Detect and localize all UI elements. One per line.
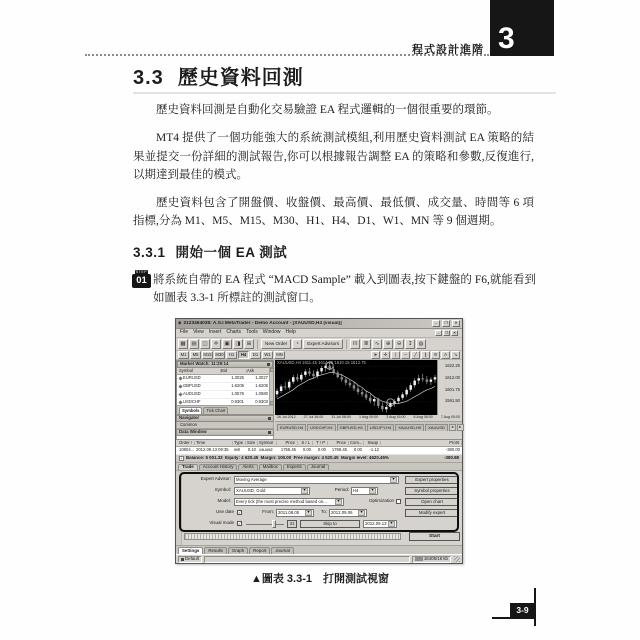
time-axis	[275, 415, 462, 422]
bid-value: 0.9301	[231, 399, 244, 405]
chart-tab[interactable]: USDJPY,H4	[367, 424, 395, 431]
order-cell: xauusd	[259, 448, 273, 453]
section-title	[133, 61, 304, 90]
price-axis-label: 1591.50	[444, 398, 460, 404]
orders-column-header[interactable]: Swap	[364, 441, 381, 446]
tab-scroll-right-icon[interactable]: ►	[457, 424, 464, 431]
chart-tab[interactable]: EURUSD,H4	[277, 424, 306, 431]
skip-to-button[interactable]: Skip to	[300, 520, 360, 528]
visual-mode-label: Visual mode	[209, 520, 234, 525]
resize-grip[interactable]	[454, 556, 460, 562]
from-date-value: 2011.08.05	[278, 509, 300, 515]
symbol-select[interactable]	[234, 487, 310, 495]
terminal-tab[interactable]: Alerts	[238, 464, 257, 470]
horizontal-line-icon[interactable]: ─	[401, 351, 410, 359]
tab-scroll-left-icon[interactable]: ◄	[449, 424, 456, 431]
chart-tabs	[275, 422, 462, 431]
expert-properties-button[interactable]: Expert properties	[405, 476, 459, 484]
symbol-icon	[178, 400, 182, 404]
orders-column-header[interactable]: S / L	[298, 441, 313, 446]
symbol-name: GBPUSD	[183, 383, 201, 389]
slider-thumb[interactable]	[272, 520, 276, 528]
bid-value: 1.0576	[231, 391, 244, 397]
line-chart-icon[interactable]: ∿	[372, 339, 382, 349]
symbol-icon	[178, 392, 182, 396]
orders-column-header[interactable]: T / P	[313, 441, 328, 446]
market-watch-row[interactable]	[177, 375, 273, 383]
orders-column-header[interactable]: Time	[195, 441, 233, 446]
footer-rule-horizontal	[492, 617, 536, 619]
orders-column-header[interactable]: Price	[277, 441, 298, 446]
chart-symbol-label: XAUUSD,H4 1611.45 1614.25 1610.15 1612.75	[277, 360, 366, 365]
dropdown-arrow-icon: ▼	[336, 499, 341, 504]
mdi-buttons	[435, 330, 458, 336]
order-cell: 1769.45	[331, 448, 347, 453]
profile-box[interactable]	[178, 556, 202, 563]
order-cell: -380.00	[445, 448, 460, 453]
navigator-panel	[176, 415, 274, 429]
ask-value: 1.6206	[255, 383, 268, 389]
period-value: H4	[353, 487, 359, 493]
panel-menu-icon[interactable]	[268, 417, 271, 420]
paragraph: MT4 提供了一個功能強大的系統測試模組,利用歷史資料測試 EA 策略的結果並提交一份詳細的測試報告,你可以根據報告調整 EA 的策略和參數,反復進行,以期達到最佳的模式。	[133, 132, 534, 181]
model-select[interactable]	[234, 498, 344, 506]
indicators-icon[interactable]: ↧	[405, 339, 415, 349]
section-underline	[133, 92, 556, 94]
chapter-label: 程式設計進階	[412, 44, 484, 56]
order-cell: 1755.45	[280, 448, 296, 453]
subsection-title-text: 開始一個 EA 測試	[175, 245, 288, 260]
speed-value-button[interactable]: 31	[287, 520, 297, 528]
section-title-text: 歷史資料回測	[177, 67, 304, 89]
traffic-text: 16405/16 kb	[423, 555, 448, 561]
market-watch-icon[interactable]: ◫	[200, 339, 210, 349]
toolbar-separator	[346, 340, 347, 349]
toolbar-periods	[176, 351, 462, 360]
symbol-icon	[178, 376, 182, 380]
terminal-tab[interactable]: Account History	[199, 464, 238, 470]
window-button[interactable]: ❐	[442, 320, 450, 327]
toolbar-separator	[257, 340, 258, 349]
menu-bar	[176, 329, 462, 338]
time-axis-label: 27 Jul 16:00	[303, 415, 324, 420]
symbol-label: Symbol:	[214, 487, 231, 492]
arrows-tool-icon[interactable]: ↘	[451, 351, 460, 359]
tester-progress-bar	[184, 533, 401, 540]
dropdown-arrow-icon: ▼	[359, 510, 364, 515]
chart-tab[interactable]: XAUUSD,H0	[395, 424, 424, 431]
panel-menu-icon[interactable]	[268, 431, 271, 434]
period-select[interactable]	[351, 487, 378, 495]
tester-tab[interactable]: Settings	[178, 547, 203, 554]
orders-column-header[interactable]: Type	[233, 441, 246, 446]
window-button[interactable]: ✕	[452, 320, 460, 327]
dropdown-arrow-icon: ▼	[302, 488, 307, 493]
mt4-window	[175, 318, 463, 564]
subsection-title	[133, 241, 287, 261]
menu-item[interactable]: Window	[262, 329, 281, 336]
market-watch-tab[interactable]: Tick Chart	[203, 407, 228, 414]
alert-icon[interactable]: ◔	[292, 339, 302, 349]
balance-profit: -380.88	[444, 455, 459, 461]
step-badge-caption: STEP	[135, 270, 148, 274]
model-label: Model:	[217, 498, 231, 503]
expert-advisor-select[interactable]	[234, 476, 399, 484]
tester-tab[interactable]: Graph	[228, 547, 248, 554]
step-badge	[132, 270, 151, 289]
bar-chart-icon[interactable]: 𝍖	[350, 339, 360, 349]
figure-caption: ▲圖表 3.3-1 打開測試視窗	[250, 573, 389, 585]
header-rule	[85, 54, 489, 56]
connection-status-icon	[415, 557, 423, 561]
use-date-label: Use date	[215, 509, 234, 514]
period-label: Period:	[334, 487, 349, 492]
zoom-out-icon[interactable]: ⊖	[394, 339, 404, 349]
toolbar-main	[176, 338, 462, 351]
column-header: Ask	[247, 369, 271, 374]
tester-tab[interactable]: Results	[204, 547, 227, 554]
symbol-value: XAUUSD, Gold	[236, 487, 266, 493]
to-date-value: 2012.09.06	[331, 509, 353, 515]
paragraph: 歷史資料回測是自動化交易驗證 EA 程式邏輯的一個很重要的環節。	[156, 104, 499, 116]
market-watch-columns	[177, 368, 273, 375]
menu-item[interactable]: Tools	[246, 329, 258, 336]
ask-value: 1.0580	[255, 391, 268, 397]
visual-speed-slider[interactable]	[246, 520, 284, 528]
time-axis-label: 7 Aug 00:00	[440, 415, 460, 420]
skip-date-value: 2012.09.13	[365, 520, 387, 526]
price-axis-label: 1601.75	[444, 386, 460, 392]
expander-icon[interactable]: +	[180, 457, 183, 461]
market-watch-title: Market Watch: 11:29:14	[180, 361, 229, 367]
data-window-header[interactable]	[176, 429, 274, 436]
timeframe-button[interactable]: MN	[274, 351, 285, 359]
chapter-number: 3	[498, 22, 515, 55]
order-cell: 10804...	[179, 448, 195, 453]
menu-item[interactable]: File	[180, 329, 189, 336]
chart-tab[interactable]: USDCHF,H4	[307, 424, 335, 431]
order-cell: 0.10	[247, 448, 256, 453]
navigator-header[interactable]	[176, 415, 274, 422]
timeframe-button[interactable]: M15	[202, 351, 213, 359]
order-cell: 2012.09.13 09:35	[196, 448, 229, 453]
chart-tab[interactable]: XAUUSD	[425, 424, 448, 431]
page-number: 3-9	[510, 603, 535, 617]
balance-text: Balance: 5 001.33 Equity: 4 620.45 Margin: 100.00 Free margin: 4 520.45 Margin level: 4620.45%	[186, 456, 389, 461]
step-text: 將系統自帶的 EA 程式 “MACD Sample” 載入到圖表,按下鍵盤的 F6,就能看到如圖表 3.3-1 所標註的測試窗口。	[153, 274, 536, 304]
time-axis-label: 31 Jul 08:00	[331, 415, 351, 420]
paragraph: 歷史資料包含了開盤價、收盤價、最高價、最低價、成交量、時間等 6 項指標,分為 M1、M5、M15、M30、H1、H4、D1、W1、MN 等 9 個週期。	[133, 197, 534, 228]
use-date-checkbox[interactable]: ✓	[238, 511, 242, 515]
terminal-icon[interactable]: ▣	[222, 339, 232, 349]
strategy-tester-panel	[176, 471, 462, 545]
price-chart[interactable]	[275, 360, 437, 415]
time-axis-label: 26 Jul 2012	[277, 415, 296, 420]
market-watch-row[interactable]	[177, 391, 273, 399]
orders-column-header[interactable]: Size	[246, 441, 258, 446]
order-cell: 0.00	[317, 448, 326, 453]
bid-value: 1.6205	[231, 383, 244, 389]
time-axis-label: 3 Aug 16:00	[386, 415, 406, 420]
orders-column-header[interactable]: Symbol	[258, 441, 277, 446]
vertical-line-icon[interactable]: ❘	[391, 351, 400, 359]
channel-icon[interactable]: ∥	[421, 351, 430, 359]
market-watch-row[interactable]	[177, 383, 273, 391]
timeframe-button[interactable]: M30	[214, 351, 225, 359]
balance-row	[176, 455, 462, 463]
profile-icon	[181, 558, 184, 561]
app-icon: ◆	[178, 320, 182, 326]
status-message-box	[204, 556, 410, 563]
symbol-name: USDCHF	[183, 399, 201, 405]
menu-item[interactable]: Help	[285, 329, 296, 336]
menu-item[interactable]: Insert	[208, 329, 222, 336]
mdi-window-button[interactable]: –	[435, 330, 442, 336]
symbol-name: AUDUSD	[183, 391, 201, 397]
price-axis-label: 1622.25	[444, 363, 460, 369]
new-chart-icon[interactable]: ▦	[178, 339, 188, 349]
data-window-title: Data Window	[179, 429, 207, 435]
cursor-icon[interactable]: ➤	[371, 351, 380, 359]
open-chart-button[interactable]: Open chart	[405, 498, 459, 506]
time-axis-label: 6 Aug 08:00	[413, 415, 433, 420]
tester-tab[interactable]: Journal	[271, 547, 293, 554]
expert-advisor-value: Moving Average	[236, 476, 267, 482]
model-value: Every tick (the most precise method based on...	[236, 498, 327, 504]
status-bar	[176, 554, 462, 563]
window-title: 2123464035: A.S.I MetaTrader - Demo Account - [XAUUSD,H4 (visual)]	[183, 320, 342, 326]
market-watch-tab[interactable]: Symbols	[179, 407, 202, 414]
expert-advisors-button[interactable]: Expert Advisors	[303, 339, 343, 349]
terminal-tab[interactable]: Journal	[307, 464, 329, 470]
connection-box	[412, 556, 451, 563]
terminal-tab[interactable]: Experts	[283, 464, 306, 470]
order-cell: 0.00	[302, 448, 311, 453]
start-button[interactable]: Start	[409, 532, 460, 541]
ask-value: 0.9303	[255, 399, 268, 405]
timeframe-button[interactable]: M1	[178, 351, 189, 359]
profile-name: Default	[185, 555, 199, 561]
price-axis	[437, 360, 462, 415]
profiles-icon[interactable]: ▤	[189, 339, 199, 349]
chapter-tab	[490, 0, 554, 56]
order-cell: sell	[234, 448, 241, 453]
navigator-tab[interactable]: Common	[176, 422, 274, 429]
market-watch-header[interactable]	[177, 361, 273, 368]
orders-column-header[interactable]: Price	[328, 441, 349, 446]
new-order-button[interactable]: New Order	[261, 339, 291, 349]
order-row[interactable]	[176, 447, 462, 455]
from-date-select[interactable]	[276, 509, 314, 517]
price-chart-svg	[275, 360, 437, 415]
tester-side-strip	[176, 471, 182, 545]
timeframe-button[interactable]: D1	[250, 351, 261, 359]
skip-date-select[interactable]	[363, 520, 397, 528]
strategy-tester-icon[interactable]: ◨	[233, 339, 243, 349]
menu-item[interactable]: Charts	[226, 329, 242, 336]
zoom-in-icon[interactable]: ⊕	[383, 339, 393, 349]
timeframe-button[interactable]: H1	[226, 351, 237, 359]
market-watch-tabs	[177, 405, 273, 414]
terminal-tab[interactable]: Trade	[178, 464, 198, 470]
text-tool-icon[interactable]: A	[441, 351, 450, 359]
trendline-icon[interactable]: ╱	[411, 351, 420, 359]
order-cell: 0.00	[353, 448, 362, 453]
optimization-checkbox[interactable]	[396, 499, 401, 504]
menu-item[interactable]: View	[193, 329, 204, 336]
mdi-window-button[interactable]: ✕	[452, 329, 457, 335]
section-number: 3.3	[133, 67, 164, 89]
step-badge-number: 01	[132, 274, 151, 288]
crosshair-icon[interactable]: ✛	[381, 351, 390, 359]
orders-table-header	[176, 439, 462, 447]
print-icon[interactable]: ⊞	[244, 339, 254, 349]
dropdown-arrow-icon: ▼	[306, 510, 311, 515]
symbol-properties-button[interactable]: Symbol properties	[405, 487, 459, 495]
mdi-window-button[interactable]: ❐	[444, 329, 449, 335]
candlestick-icon[interactable]: ≣	[361, 339, 371, 349]
orders-column-header[interactable]: Order /	[178, 441, 195, 446]
timeframe-button[interactable]: M5	[190, 351, 201, 359]
price-axis-label: 1612.00	[444, 374, 460, 380]
optimization-label: Optimization	[368, 498, 394, 503]
column-header: Bid	[221, 369, 247, 374]
dropdown-arrow-icon: ▼	[389, 521, 394, 526]
orders-column-header[interactable]: Profit	[381, 441, 462, 446]
body-paragraphs	[133, 101, 534, 241]
terminal-tabs	[176, 463, 462, 471]
dropdown-arrow-icon: ▼	[391, 477, 396, 482]
ask-value: 1.3027	[255, 375, 268, 381]
timeframe-button[interactable]: W1	[262, 351, 273, 359]
tester-tabs	[176, 545, 462, 554]
fibonacci-icon[interactable]: ≋	[431, 351, 440, 359]
visual-mode-checkbox[interactable]: ✓	[238, 522, 242, 526]
modify-expert-button[interactable]: Modify expert	[405, 509, 459, 517]
from-label: From:	[262, 509, 274, 514]
window-button[interactable]: –	[432, 320, 440, 327]
slider-track	[246, 524, 284, 525]
scrollbar[interactable]	[269, 368, 273, 405]
to-label: To:	[320, 509, 327, 514]
tester-tab[interactable]: Report	[249, 547, 270, 554]
column-header: Symbol	[179, 369, 221, 374]
terminal-tab[interactable]: Mailbox	[259, 464, 282, 470]
templates-icon[interactable]: ◍	[416, 339, 426, 349]
timeframe-button[interactable]: H4	[238, 351, 249, 359]
order-cell: -1.12	[369, 448, 379, 453]
subsection-number: 3.3.1	[133, 245, 166, 260]
navigator-title: Navigator	[179, 415, 200, 421]
panel-menu-icon[interactable]	[267, 363, 270, 366]
symbol-icon	[178, 384, 182, 388]
dropdown-arrow-icon: ▼	[370, 488, 375, 493]
to-date-select[interactable]	[329, 509, 367, 517]
orders-column-header[interactable]: Com...	[350, 440, 363, 445]
market-watch-panel	[176, 360, 274, 415]
mt4-title-bar[interactable]	[176, 319, 462, 329]
time-axis-label: 1 Aug 00:00	[359, 415, 379, 420]
bid-value: 1.3025	[231, 375, 244, 381]
expert-advisor-label: Expert Advisor:	[200, 476, 231, 481]
navigator-icon[interactable]: ✛	[211, 339, 221, 349]
chart-tab[interactable]: GBPUSD,H4	[337, 424, 366, 431]
symbol-name: EURUSD	[183, 375, 201, 381]
